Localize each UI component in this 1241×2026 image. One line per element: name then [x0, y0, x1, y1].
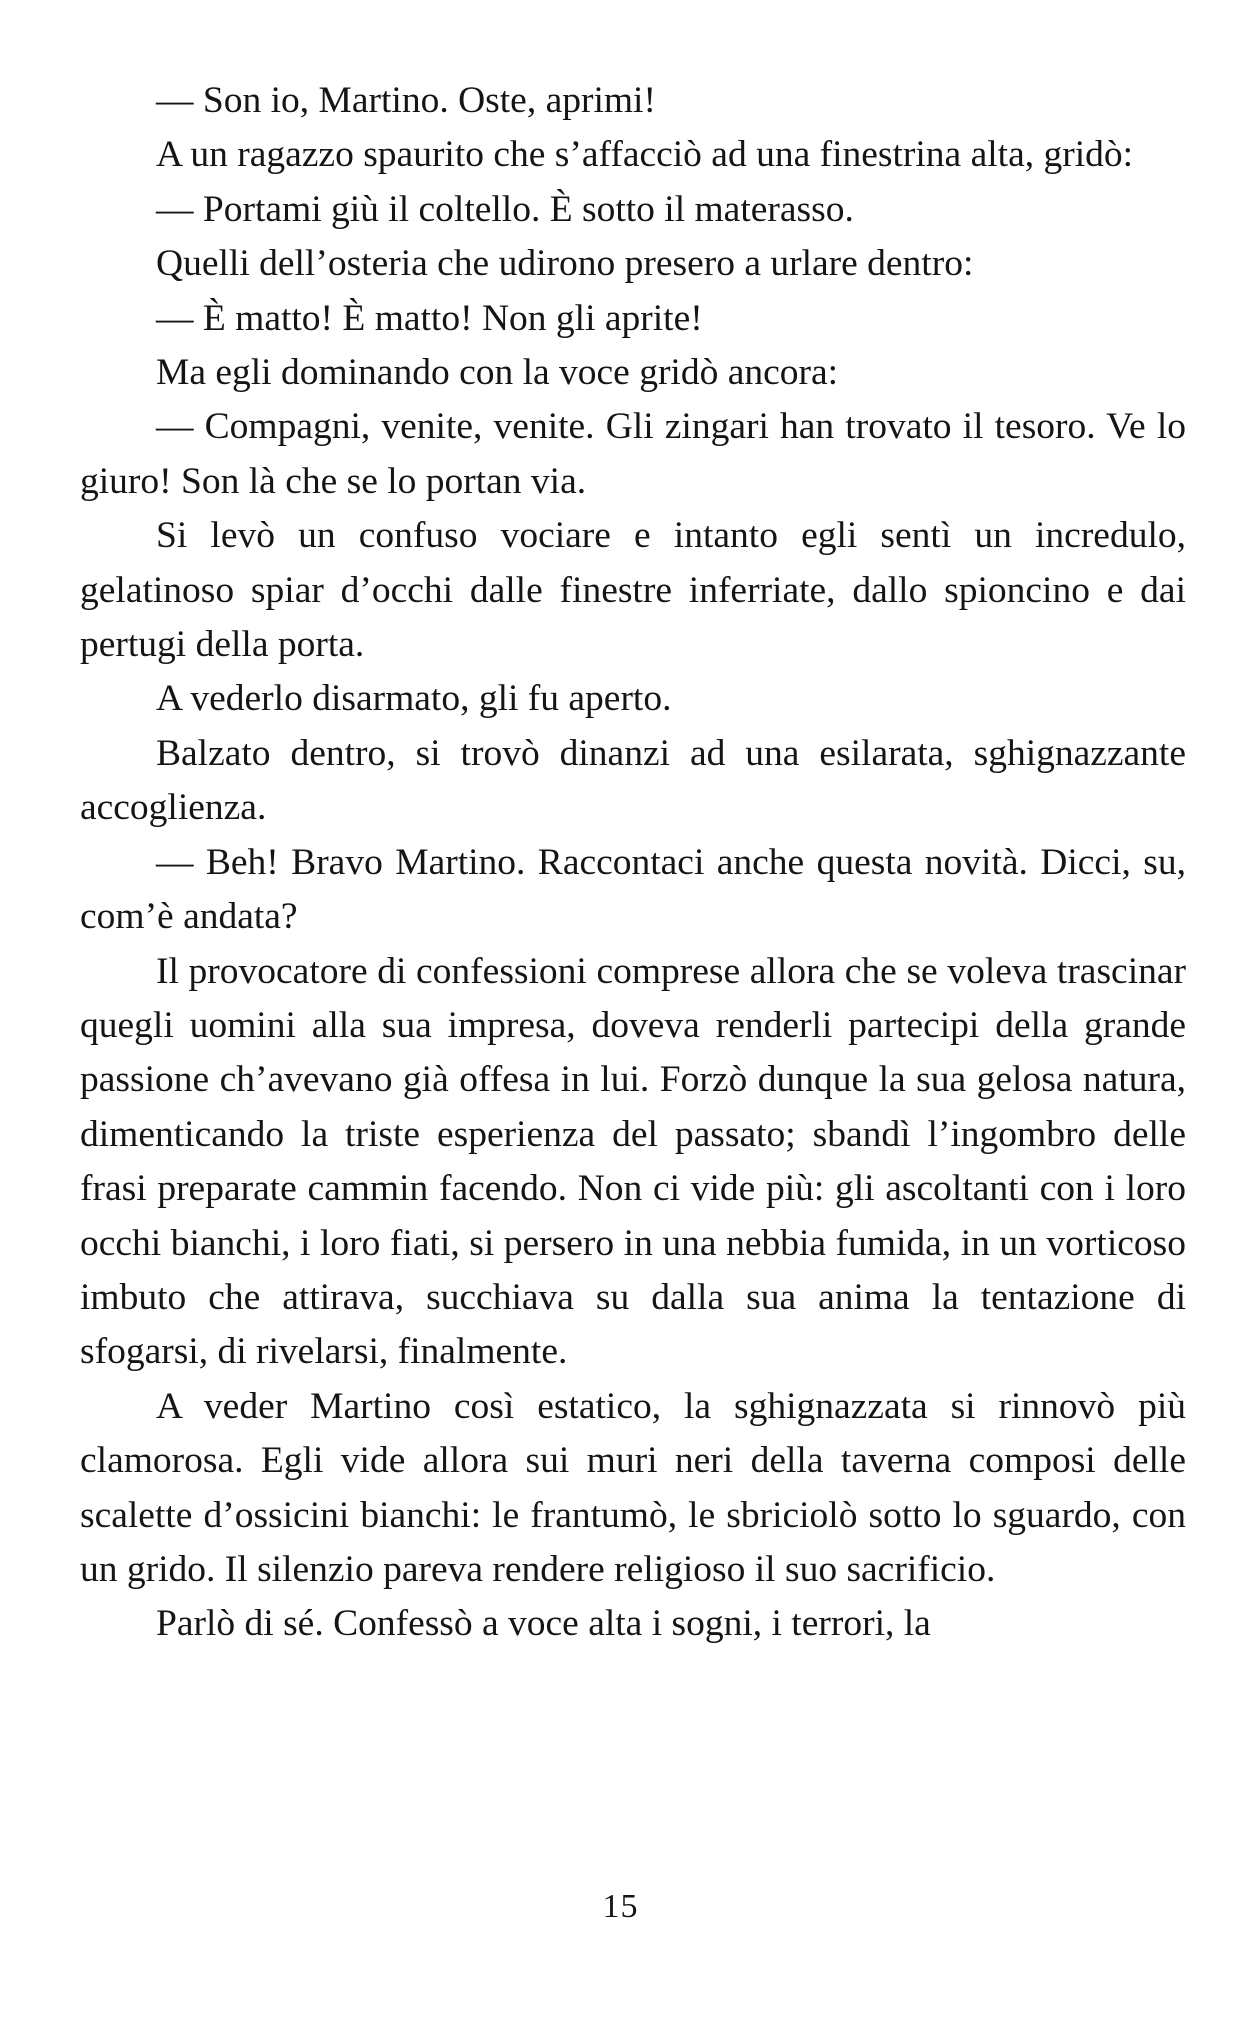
- page-number: 15: [602, 1888, 639, 1925]
- paragraph: Si levò un confuso vociare e intanto egli sentì un incredulo, gelatinoso spiar d’occhi dalle finestre inferriate, dallo spioncino e dai pertugi della porta.: [80, 515, 1186, 666]
- paragraph: Parlò di sé. Confessò a voce alta i sogni, i terrori, la: [156, 1603, 931, 1645]
- paragraph: Quelli dell’osteria che udirono presero a urlare dentro:: [156, 243, 974, 285]
- paragraph: A veder Martino così estatico, la sghignazzata si rinnovò più clamorosa. Egli vide allora sui muri neri della taverna composi delle scalette d’ossicini bianchi: le frantumò, le sbriciolò sotto lo sguardo, con un grido. Il silenzio pareva rendere religioso il suo sacrificio.: [80, 1385, 1186, 1590]
- paragraph: — Son io, Martino. Oste, aprimi!: [156, 80, 656, 121]
- paragraph: — È matto! È matto! Non gli aprite!: [156, 297, 703, 339]
- paragraph: Balzato dentro, si trovò dinanzi ad una esilarata, sghignazzante accoglienza.: [80, 732, 1186, 829]
- paragraph: A vederlo disarmato, gli fu aperto.: [156, 678, 672, 720]
- paragraph: A un ragazzo spaurito che s’affacciò ad una finestrina alta, gridò:: [156, 134, 1134, 176]
- paragraph: — Beh! Bravo Martino. Raccontaci anche questa novità. Dicci, su, com’è andata?: [80, 841, 1186, 938]
- page-body: [80, 74, 1186, 1652]
- text-block: [80, 74, 1186, 1652]
- paragraph: Ma egli dominando con la voce gridò ancora:: [156, 352, 839, 394]
- paragraph: Il provocatore di confessioni comprese allora che se voleva trascinar quegli uomini alla sua impresa, doveva renderli partecipi della grande passione ch’avevano già offesa in lui. Forzò dunque la sua gelosa natura, dimenticando la triste esperienza del passato; sbandì l’ingombro delle frasi preparate cammin facendo. Non ci vide più: gli ascoltanti con i loro occhi bianchi, i loro fiati, si persero in una nebbia fumida, in un vorticoso imbuto che attirava, succhiava su dalla sua anima la tentazione di sfogarsi, di rivelarsi, finalmente.: [80, 950, 1186, 1373]
- paragraph: — Portami giù il coltello. È sotto il materasso.: [156, 188, 854, 230]
- paragraph: — Compagni, venite, venite. Gli zingari han trovato il tesoro. Ve lo giuro! Son là che se lo portan via.: [80, 406, 1186, 502]
